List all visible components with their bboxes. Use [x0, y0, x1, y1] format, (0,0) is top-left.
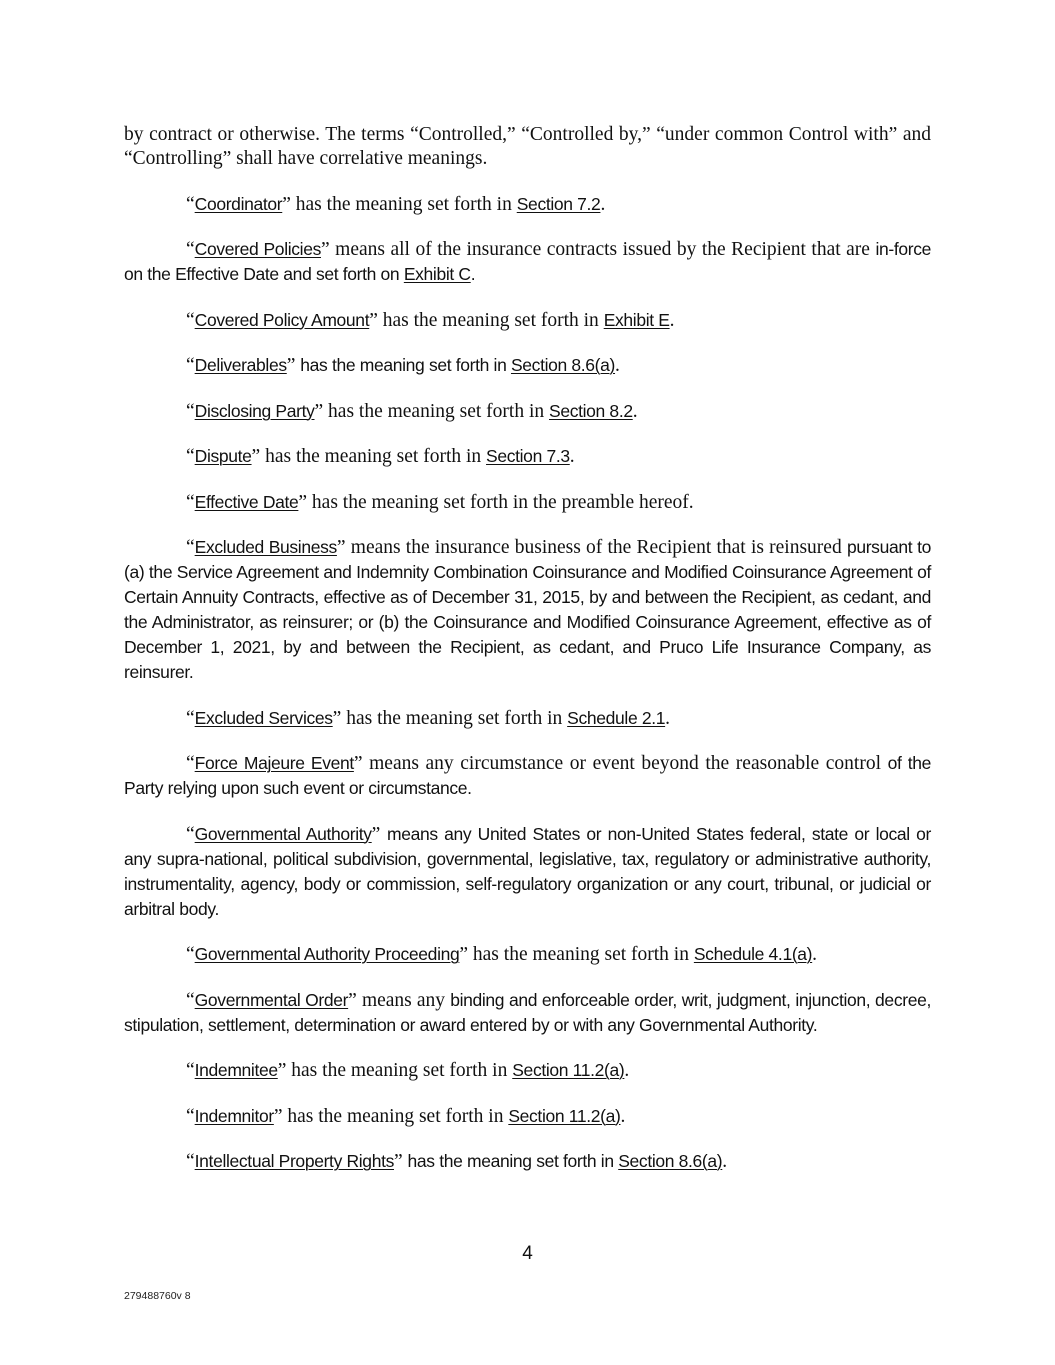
defined-term: Effective Date — [194, 491, 299, 512]
text-run: “ — [186, 823, 195, 845]
definition-paragraph — [124, 308, 931, 333]
text-run: ” has the meaning set forth in — [459, 944, 694, 965]
defined-term: Governmental Authority Proceeding — [194, 944, 460, 964]
defined-term: Indemnitor — [194, 1105, 274, 1126]
text-run: “ — [186, 707, 195, 729]
text-run: “ — [186, 491, 195, 513]
text-run: ” means the insurance business of the Recipient that is reinsured — [336, 537, 847, 558]
text-run: . — [669, 309, 675, 331]
cross-reference: Section 11.2(a) — [512, 1060, 625, 1080]
text-run: . — [569, 446, 575, 467]
text-run: binding and enforceable order, writ, judgment, injunction, decree, stipulation, settlement, determination or award entered by or with any Governmental Authority. — [124, 989, 931, 1035]
text-run: ” has the meaning set forth in the preamble hereof. — [298, 491, 694, 513]
cross-reference: Schedule 2.1 — [567, 707, 666, 728]
text-run: . — [600, 193, 606, 215]
text-run: “ — [186, 1105, 195, 1127]
text-run: has the meaning set forth in — [407, 1151, 619, 1171]
text-run: “ — [186, 239, 195, 260]
text-run: “ — [186, 1151, 195, 1172]
text-run: . — [620, 1105, 626, 1127]
text-run: . — [812, 944, 818, 965]
text-run: of the Party relying upon such event or circumstance. — [124, 753, 931, 798]
text-run: ” — [371, 823, 388, 845]
defined-term: Covered Policy Amount — [194, 309, 370, 330]
text-run: by contract or otherwise. The terms “Controlled,” “Controlled by,” “under common Control with” and “Controlling” shall have correlative meanings. — [124, 124, 931, 169]
text-run: ” has the meaning set forth in — [369, 309, 604, 331]
defined-term: Indemnitee — [194, 1060, 278, 1080]
text-run: “ — [186, 193, 195, 215]
text-run: means any United States or non-United States federal, state or local or any supra-national, political subdivision, governmental, legislative, tax, regulatory or administrative authority, instrumentality, agency, body or commission, self-regulatory organization or any court, tribunal, or judicial or arbitral body. — [124, 823, 932, 919]
text-run: “ — [186, 989, 195, 1011]
text-run: . — [624, 1060, 630, 1081]
definition-paragraph — [124, 751, 931, 801]
defined-term: Coordinator — [194, 193, 283, 214]
definitions-body — [124, 123, 931, 1195]
document-id: 279488760v 8 — [124, 1290, 191, 1302]
cross-reference: Schedule 4.1(a) — [693, 944, 813, 964]
definition-paragraph — [124, 942, 931, 967]
text-run: . — [722, 1151, 728, 1172]
cross-reference: Section 7.3 — [486, 446, 570, 466]
text-run: has the meaning set forth in — [300, 355, 511, 375]
defined-term: Disclosing Party — [194, 400, 315, 421]
text-run: . — [470, 264, 476, 284]
text-run: “ — [186, 446, 195, 467]
definition-paragraph — [124, 1104, 931, 1129]
text-run: pursuant to (a) the Service Agreement and Indemnity Combination Coinsurance and Modified Coinsurance Agreement of Certain Annuity Contracts, effective as of December 31, 2015, by and between the Recipient, as cedant, and the Administrator, as reinsurer; or (b) the Coinsurance and Modified Coinsurance Agreement, effective as of December 1, 2021, by and between the Recipient, as cedant, and Pruco Life Insurance Company, as reinsurer. — [124, 537, 931, 682]
cross-reference: Section 8.6(a) — [618, 1151, 723, 1171]
text-run: ” has the meaning set forth in — [277, 1060, 513, 1081]
text-run: ” has the meaning set forth in — [273, 1105, 509, 1127]
definition-paragraph — [124, 706, 931, 731]
text-run: ” means any — [348, 989, 451, 1011]
definition-paragraph — [124, 490, 931, 515]
defined-term: Excluded Services — [194, 707, 333, 728]
defined-term: Covered Policies — [194, 239, 321, 259]
definition-paragraph — [124, 237, 931, 287]
text-run: in-force on the Effective Date and set forth on — [124, 239, 932, 284]
defined-term: Excluded Business — [194, 537, 337, 557]
text-run: ” means all of the insurance contracts issued by the Recipient that are — [321, 239, 876, 260]
text-run: “ — [186, 537, 195, 558]
cross-reference: Section 8.6(a) — [510, 355, 616, 375]
definition-paragraph — [124, 988, 931, 1038]
text-run: ” — [394, 1151, 408, 1172]
text-run: . — [632, 400, 638, 422]
cross-reference: Section 7.2 — [516, 193, 601, 214]
text-run: ” has the meaning set forth in — [282, 193, 517, 215]
text-run: “ — [186, 753, 195, 774]
text-run: “ — [186, 309, 195, 331]
definition-paragraph — [124, 1058, 931, 1083]
definition-paragraph — [124, 444, 931, 469]
definition-paragraph — [124, 535, 931, 685]
definition-paragraph — [124, 192, 931, 217]
text-run: ” has the meaning set forth in — [332, 707, 568, 729]
text-run: ” — [286, 355, 301, 376]
text-run: “ — [186, 944, 195, 965]
paragraph-continuation — [124, 123, 931, 171]
text-run: . — [615, 355, 620, 376]
definition-paragraph — [124, 353, 931, 378]
text-run: “ — [186, 400, 195, 422]
text-run: “ — [186, 355, 195, 376]
text-run: . — [665, 707, 670, 729]
defined-term: Governmental Authority — [194, 823, 372, 844]
defined-term: Intellectual Property Rights — [194, 1151, 394, 1171]
definition-paragraph — [124, 399, 931, 424]
defined-term: Deliverables — [194, 355, 287, 375]
cross-reference: Exhibit C — [403, 264, 471, 284]
defined-term: Governmental Order — [194, 989, 349, 1010]
defined-term: Dispute — [194, 446, 252, 466]
definition-paragraph — [124, 1149, 931, 1174]
definition-paragraph — [124, 822, 931, 922]
page-number: 4 — [522, 1243, 533, 1264]
text-run: “ — [186, 1060, 195, 1081]
cross-reference: Section 11.2(a) — [508, 1105, 621, 1126]
cross-reference: Section 8.2 — [549, 400, 633, 421]
defined-term: Force Majeure Event — [194, 753, 354, 773]
text-run: ” has the meaning set forth in — [251, 446, 487, 467]
text-run: ” has the meaning set forth in — [314, 400, 549, 422]
cross-reference: Exhibit E — [603, 309, 670, 330]
text-run: ” means any circumstance or event beyond the reasonable control — [353, 753, 888, 774]
